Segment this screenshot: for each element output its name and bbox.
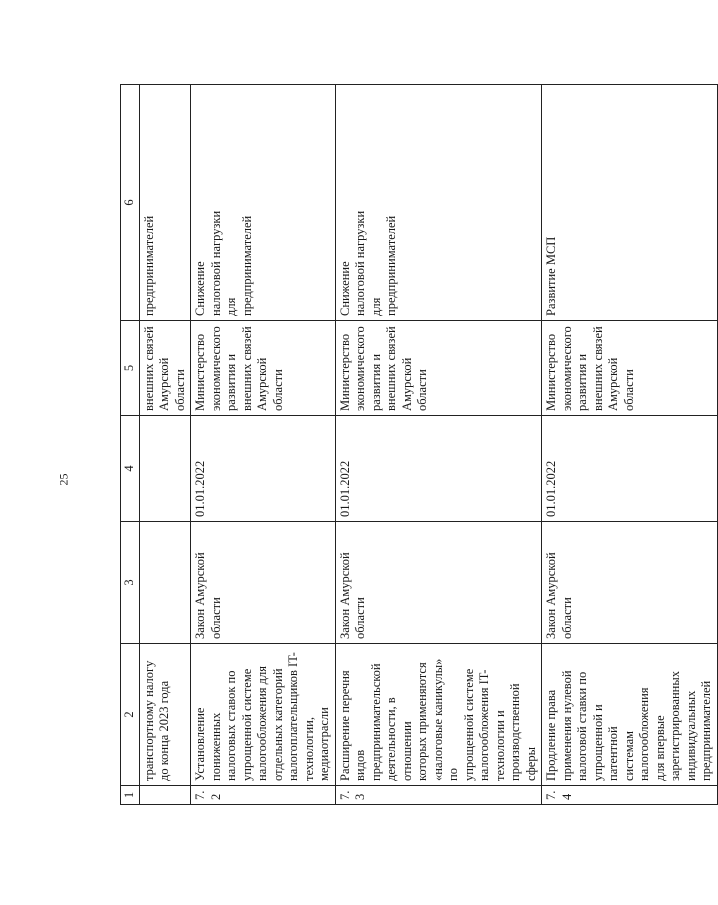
header-cell-4: 4 xyxy=(121,416,140,522)
executor-cell: внешних связей Амурской области xyxy=(139,321,191,416)
goal-cell: предпринимателей xyxy=(139,85,191,321)
header-cell-1: 1 xyxy=(121,786,140,805)
header-cell-5: 5 xyxy=(121,321,140,416)
date-cell: 01.01.2022 xyxy=(335,416,542,522)
date-cell: 01.01.2022 xyxy=(191,416,336,522)
measures-table xyxy=(120,84,718,805)
executor-cell: Министерство экономического развития и внешних связей Амурской области xyxy=(335,321,542,416)
table-row xyxy=(191,85,336,805)
date-cell: 01.01.2022 xyxy=(542,416,718,522)
table-header-row xyxy=(121,85,140,805)
legal-act-cell xyxy=(139,522,191,644)
row-number xyxy=(139,786,191,805)
header-cell-3: 3 xyxy=(121,522,140,644)
measure-cell: Установление пониженных налоговых ставок по упрощенной системе налогообложения для отдельных категорий налогоплательщиков IT- технологии, медиаотрасли xyxy=(191,644,336,786)
legal-act-cell: Закон Амурской области xyxy=(542,522,718,644)
page-number: 25 xyxy=(56,473,71,486)
legal-act-cell: Закон Амурской области xyxy=(191,522,336,644)
goal-cell: Развитие МСП xyxy=(542,85,718,321)
goal-cell: Снижение налоговой нагрузки для предпринимателей xyxy=(335,85,542,321)
header-cell-6: 6 xyxy=(121,85,140,321)
date-cell xyxy=(139,416,191,522)
table-row xyxy=(335,85,542,805)
executor-cell: Министерство экономического развития и внешних связей Амурской области xyxy=(191,321,336,416)
row-number: 7.4 xyxy=(542,786,718,805)
header-cell-2: 2 xyxy=(121,644,140,786)
row-number: 7.2 xyxy=(191,786,336,805)
measure-cell: Расширение перечня видов предпринимательской деятельности, в отношении которых применяются «налоговые каникулы» по упрощенной системе налогообложения IT- технологии и производственной сферы xyxy=(335,644,542,786)
row-number: 7.3 xyxy=(335,786,542,805)
measure-cell: транспортному налогу до конца 2023 года xyxy=(139,644,191,786)
goal-cell: Снижение налоговой нагрузки для предпринимателей xyxy=(191,85,336,321)
table-row xyxy=(139,85,191,805)
measure-cell: Продление права применения нулевой налоговой ставки по упрощенной и патентной системам налогообложения для впервые зарегистрированных индивидуальных предпринимателей xyxy=(542,644,718,786)
executor-cell: Министерство экономического развития и внешних связей Амурской области xyxy=(542,321,718,416)
table-row xyxy=(542,85,718,805)
rotated-table-container xyxy=(120,85,713,805)
legal-act-cell: Закон Амурской области xyxy=(335,522,542,644)
